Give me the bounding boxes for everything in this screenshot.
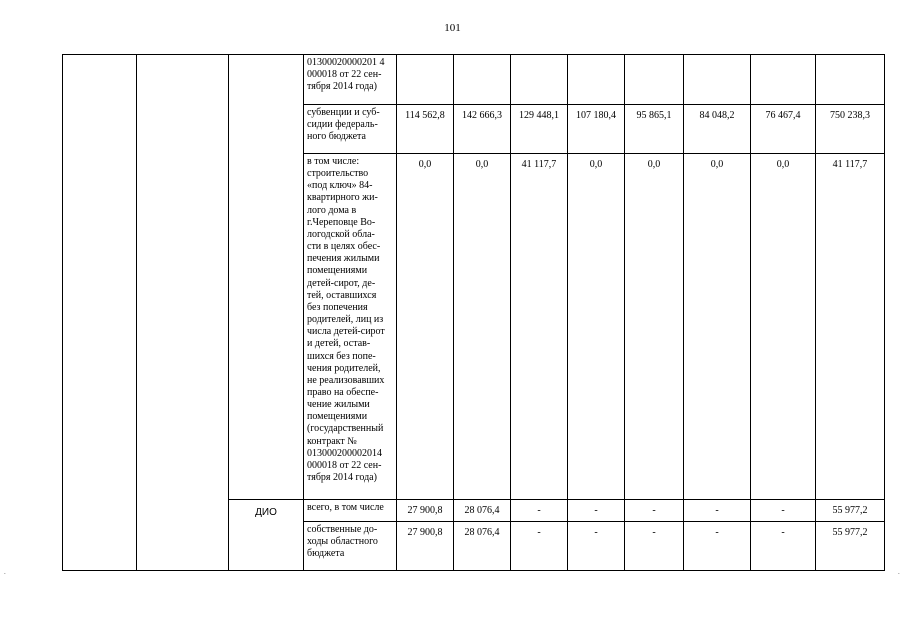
- label-line: тября 2014 года): [307, 81, 377, 93]
- budget-table: [62, 54, 885, 571]
- value-cell: -: [684, 522, 751, 571]
- label-line: логодской обла-: [307, 228, 375, 240]
- label-line: чение жилыми: [307, 399, 370, 411]
- label-line: 000018 от 22 сен-: [307, 69, 382, 81]
- value-cell: 28 076,4: [454, 522, 511, 571]
- label-line: 013000200002014: [307, 447, 382, 459]
- edge-mark-left: .: [4, 568, 6, 576]
- label-line: 01300020000201 4: [307, 57, 385, 68]
- label-line: не реализовавших: [307, 374, 385, 386]
- label-line: сидии федераль-: [307, 119, 378, 131]
- value-cell: [568, 55, 625, 105]
- value-cell: 0,0: [751, 154, 816, 500]
- value-cell: 27 900,8: [397, 522, 454, 571]
- value-cell: 0,0: [684, 154, 751, 500]
- value-cell: -: [511, 500, 568, 522]
- label-line: лого дома в: [307, 204, 357, 216]
- value-cell: 0,0: [397, 154, 454, 500]
- label-line: право на обеспе-: [307, 386, 379, 398]
- value-cell: 750 238,3: [816, 105, 885, 154]
- value-cell: 0,0: [454, 154, 511, 500]
- label-line: помещениями: [307, 411, 368, 423]
- label-line: ного бюджета: [307, 131, 366, 143]
- value-cell: 142 666,3: [454, 105, 511, 154]
- table-row: [63, 55, 885, 105]
- label-line: детей-сирот, де-: [307, 277, 376, 289]
- label-line: без попечения: [307, 301, 368, 313]
- merged-cell-col2: [137, 55, 229, 571]
- value-cell: -: [684, 500, 751, 522]
- value-cell: [511, 55, 568, 105]
- label-line: всего, в том числе: [307, 502, 384, 513]
- label-line: собственные до-: [307, 524, 378, 535]
- page-number: 101: [444, 22, 461, 34]
- value-cell: 41 117,7: [816, 154, 885, 500]
- value-cell: 95 865,1: [625, 105, 684, 154]
- value-cell: 114 562,8: [397, 105, 454, 154]
- label-line: 000018 от 22 сен-: [307, 459, 382, 471]
- label-line: «под ключ» 84-: [307, 180, 373, 192]
- label-line: контракт №: [307, 435, 357, 447]
- label-line: печения жилыми: [307, 253, 380, 265]
- label-line: г.Череповце Во-: [307, 216, 376, 228]
- value-cell: -: [568, 522, 625, 571]
- value-cell: [454, 55, 511, 105]
- value-cell: 28 076,4: [454, 500, 511, 522]
- label-line: в том числе:: [307, 156, 360, 167]
- agency-cell: ДИО: [229, 500, 304, 571]
- value-cell: 0,0: [568, 154, 625, 500]
- label-line: родителей, лиц из: [307, 314, 384, 326]
- value-cell: [816, 55, 885, 105]
- label-line: квартирного жи-: [307, 192, 378, 204]
- row-label: [304, 522, 397, 571]
- row-label: [304, 500, 397, 522]
- label-line: и детей, остав-: [307, 338, 371, 350]
- value-cell: -: [625, 500, 684, 522]
- label-line: ходы областного: [307, 536, 378, 548]
- value-cell: [684, 55, 751, 105]
- value-cell: 55 977,2: [816, 500, 885, 522]
- value-cell: 129 448,1: [511, 105, 568, 154]
- row-label: [304, 154, 397, 500]
- value-cell: 41 117,7: [511, 154, 568, 500]
- value-cell: 27 900,8: [397, 500, 454, 522]
- value-cell: -: [751, 500, 816, 522]
- value-cell: 76 467,4: [751, 105, 816, 154]
- value-cell: [625, 55, 684, 105]
- value-cell: 84 048,2: [684, 105, 751, 154]
- row-label: [304, 55, 397, 105]
- value-cell: [397, 55, 454, 105]
- label-line: строительство: [307, 168, 369, 180]
- label-line: сти в целях обес-: [307, 241, 381, 253]
- edge-mark-right: .: [898, 568, 900, 576]
- value-cell: -: [568, 500, 625, 522]
- label-line: бюджета: [307, 548, 345, 560]
- merged-cell-col1: [63, 55, 137, 571]
- value-cell: 55 977,2: [816, 522, 885, 571]
- label-line: субвенции и суб-: [307, 107, 380, 118]
- label-line: помещениями: [307, 265, 368, 277]
- label-line: шихся без попе-: [307, 350, 376, 362]
- value-cell: [751, 55, 816, 105]
- label-line: тября 2014 года): [307, 472, 377, 484]
- value-cell: -: [625, 522, 684, 571]
- label-line: тей, оставшихся: [307, 289, 377, 301]
- value-cell: -: [751, 522, 816, 571]
- label-line: чения родителей,: [307, 362, 381, 374]
- value-cell: 0,0: [625, 154, 684, 500]
- value-cell: 107 180,4: [568, 105, 625, 154]
- label-line: (государственный: [307, 423, 384, 435]
- agency-cell-empty: [229, 55, 304, 500]
- value-cell: -: [511, 522, 568, 571]
- row-label: [304, 105, 397, 154]
- label-line: числа детей-сирот: [307, 326, 385, 338]
